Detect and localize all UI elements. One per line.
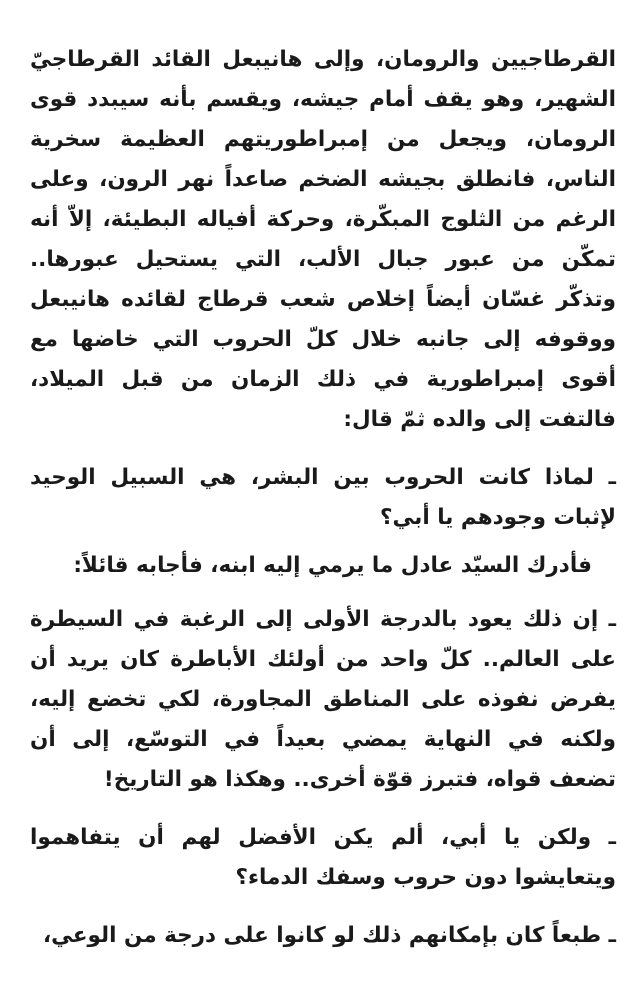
paragraph-narration: القرطاجيين والرومان، وإلى هانيبعل القائد القرطاجيّ الشهير، وهو يقف أمام جيشه، ويقسم بأنه سيبدد قوى الرومان، ويجعل من إمبراطوريتهم العظيمة سخرية الناس، فانطلق بجيشه الضخم صاعداً نهر الرون، وعلى الرغم من الثلوج المبكّرة، وحركة أفياله البطيئة، إلاّ أنه تمكّن من عبور جبال الألب، التي يستحيل عبورها.. وتذكّر غسّان أيضاً إخلاص شعب قرطاج لقائده هانيبعل ووقوفه إلى جانبه خلال كلّ الحروب التي خاضها مع أقوى إمبراطورية في ذلك الزمان من قبل الميلاد، فالتفت إلى والده ثمّ قال: (30, 47, 616, 432)
book-page (30, 40, 616, 956)
paragraph-adel-reply: ـ طبعاً كان بإمكانهم ذلك لو كانوا على درجة من الوعي، (42, 923, 616, 948)
paragraph-adel-reaction: فأدرك السيّد عادل ما يرمي إليه ابنه، فأجابه قائلاً: (73, 553, 592, 578)
paragraph-ghassan-question: ـ لماذا كانت الحروب بين البشر، هي السبيل الوحيد لإثبات وجودهم يا أبي؟ (30, 465, 616, 530)
paragraph-adel-answer: ـ إن ذلك يعود بالدرجة الأولى إلى الرغبة في السيطرة على العالم.. كلّ واحد من أولئك الأباطرة كان يريد أن يفرض نفوذه على المناطق المجاورة، لكي تخضع إليه، ولكنه في النهاية يمضي بعيداً في التوسّع، إلى أن تضعف قواه، فتبرز قوّة أخرى.. وهكذا هو التاريخ! (30, 607, 616, 792)
paragraph-ghassan-followup: ـ ولكن يا أبي، ألم يكن الأفضل لهم أن يتفاهموا ويتعايشوا دون حروب وسفك الدماء؟ (30, 825, 616, 890)
